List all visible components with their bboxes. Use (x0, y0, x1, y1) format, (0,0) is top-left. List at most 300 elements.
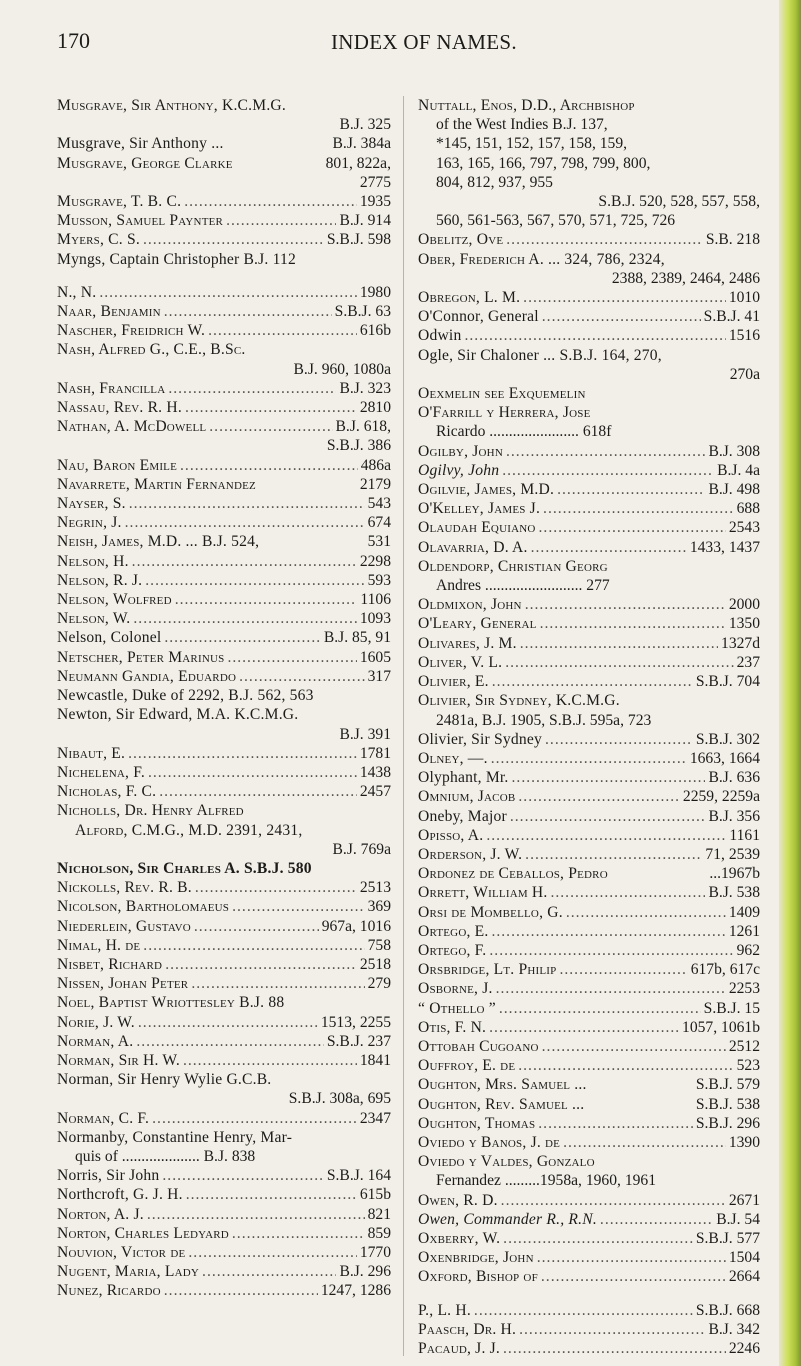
leader-dots (539, 518, 726, 537)
index-entry (418, 960, 760, 979)
leader-dots (518, 787, 680, 806)
entry-reference: 1980 (359, 283, 391, 301)
entry-name: Olyphant, Mr. (418, 769, 509, 787)
leader-dots (232, 1224, 365, 1243)
entry-name: Nicholson, Sir Charles A. S.B.J. 580 (57, 859, 312, 877)
index-entry (57, 283, 391, 302)
entry-name: Nassau, Rev. R. H. (57, 399, 182, 417)
leader-dots (474, 1301, 693, 1320)
column-divider (403, 96, 404, 1356)
entry-reference: B.J. 618, (335, 418, 391, 436)
entry-reference: 543 (367, 495, 391, 513)
entry-name: Nelson, H. (57, 552, 129, 570)
leader-dots (566, 903, 726, 922)
index-entry (57, 211, 391, 230)
entry-reference: 1513, 2255 (320, 1013, 391, 1031)
leader-dots (542, 1037, 726, 1056)
index-entry (418, 883, 760, 902)
entry-reference: 1093 (359, 610, 391, 628)
entry-reference: 2512 (728, 1037, 760, 1055)
entry-reference: 674 (367, 514, 391, 532)
entry-name: Orrett, William H. (418, 884, 548, 902)
entry-name: Musson, Samuel Paynter (57, 212, 224, 230)
entry-continuation: Andres ......................... 277 (436, 577, 610, 595)
entry-name: Otis, F. N. (418, 1018, 487, 1036)
entry-name: Nimal, H. de (57, 936, 141, 954)
index-entry (418, 922, 760, 941)
leader-dots (147, 1205, 365, 1224)
index-entry (418, 1075, 760, 1094)
index-entry (57, 1243, 391, 1262)
leader-dots (183, 1051, 357, 1070)
leader-dots (501, 1191, 726, 1210)
index-entry (57, 340, 391, 378)
entry-reference: 279 (367, 975, 391, 993)
entry-name: Nash, Francilla (57, 379, 166, 397)
leader-dots (145, 571, 364, 590)
leader-dots (537, 1248, 726, 1267)
entry-name: Norman, C. F. (57, 1109, 150, 1127)
entry-name: Nelson, W. (57, 610, 131, 628)
entry-continuation: B.J. 769a (332, 840, 391, 858)
index-entry (418, 518, 760, 537)
leader-dots (512, 768, 706, 787)
entry-name: Norman, A. (57, 1032, 134, 1050)
entry-name: Norman, Sir H. W. (57, 1051, 180, 1069)
index-entry (57, 1109, 391, 1128)
entry-reference: B.J. 356 (708, 807, 760, 825)
index-entry (418, 749, 760, 768)
entry-reference: S.B.J. 598 (326, 231, 391, 249)
index-entry (57, 321, 391, 340)
entry-name: Oexmelin see Exquemelin (418, 385, 586, 403)
entry-name: Nichelena, F. (57, 763, 145, 781)
entry-reference: 1106 (360, 591, 391, 609)
leader-dots (143, 936, 364, 955)
index-entry (57, 686, 391, 705)
entry-reference: 1935 (359, 193, 391, 211)
index-entry (57, 1166, 391, 1185)
entry-name: Northcroft, G. J. H. (57, 1186, 183, 1204)
index-entry (418, 730, 760, 749)
entry-reference: 523 (736, 1057, 760, 1075)
index-entry (57, 1128, 391, 1166)
index-entry (57, 1262, 391, 1281)
entry-name: Oliver, V. L. (418, 653, 503, 671)
entry-name: Neish, James, M.D. ... B.J. 524, (57, 533, 260, 551)
entry-name: Normanby, Constantine Henry, Mar- (57, 1128, 293, 1146)
entry-name: Nisbet, Richard (57, 955, 163, 973)
leader-dots (538, 1114, 693, 1133)
leader-dots (542, 307, 701, 326)
leader-dots (226, 211, 336, 230)
index-entry (57, 250, 391, 269)
index-entry (418, 1229, 760, 1248)
index-entry (57, 648, 391, 667)
entry-name: Nash, Alfred G., C.E., B.Sc. (57, 341, 246, 359)
leader-dots (543, 499, 734, 518)
leader-dots (133, 609, 356, 628)
index-entry (418, 1095, 760, 1114)
entry-continuation: B.J. 960, 1080a (293, 360, 391, 378)
entry-name: Oldmixon, John (418, 596, 522, 614)
entry-name: Nicolson, Bartholomaeus (57, 898, 230, 916)
index-entry (418, 230, 760, 249)
index-entry (57, 379, 391, 398)
leader-dots (502, 461, 714, 480)
index-entry (57, 763, 391, 782)
leader-dots (180, 456, 358, 475)
entry-reference: 2664 (728, 1268, 760, 1286)
leader-dots (195, 878, 357, 897)
entry-reference: 2253 (728, 980, 760, 998)
entry-reference: 1409 (728, 903, 760, 921)
leader-dots (143, 230, 324, 249)
entry-reference: 317 (367, 667, 391, 685)
entry-name: Nissen, Johan Peter (57, 975, 189, 993)
entry-name: Oviedo y Valdes, Gonzalo (418, 1153, 595, 1171)
entry-reference: 1010 (728, 289, 760, 307)
leader-dots (132, 552, 357, 571)
leader-dots (491, 922, 725, 941)
entry-name: Omnium, Jacob (418, 788, 516, 806)
entry-reference: B.J. 54 (716, 1210, 760, 1228)
index-entry (57, 878, 391, 897)
entry-reference: ...1967b (709, 865, 760, 883)
index-entry (57, 192, 391, 211)
entry-name: Olivier, Sir Sydney, K.C.M.G. (418, 692, 620, 710)
entry-name: Nickolls, Rev. R. B. (57, 879, 192, 897)
index-entry (57, 154, 391, 192)
index-entry (418, 1037, 760, 1056)
leader-dots (129, 494, 365, 513)
entry-name: Oxenbridge, John (418, 1249, 534, 1267)
index-entry (418, 903, 760, 922)
index-entry (418, 691, 760, 729)
entry-name: Oviedo y Banos, J. de (418, 1133, 561, 1151)
index-entry (418, 845, 760, 864)
entry-name: Osborne, J. (418, 980, 493, 998)
index-entry (418, 461, 760, 480)
entry-reference: 1390 (728, 1133, 760, 1151)
entry-continuation: 804, 812, 937, 955 (436, 173, 553, 191)
index-entry (57, 993, 391, 1012)
leader-dots (489, 1018, 679, 1037)
entry-name: Ortego, E. (418, 922, 489, 940)
index-entry (57, 955, 391, 974)
leader-dots (518, 1056, 733, 1075)
index-entry (57, 96, 391, 134)
index-entry (418, 864, 760, 883)
entry-reference: 1504 (728, 1249, 760, 1267)
index-entry (57, 398, 391, 417)
leader-dots (545, 730, 693, 749)
entry-reference: 2518 (359, 955, 391, 973)
entry-reference: S.B.J. 577 (695, 1229, 760, 1247)
leader-dots (520, 634, 718, 653)
index-entry (418, 1248, 760, 1267)
index-entry (418, 1114, 760, 1133)
entry-name: Oughton, Thomas (418, 1114, 536, 1132)
entry-reference: B.J. 308 (708, 442, 760, 460)
index-entry (57, 456, 391, 475)
entry-continuation: Ricardo ....................... 618f (436, 423, 612, 441)
leader-dots (185, 398, 357, 417)
entry-name: Musgrave, T. B. C. (57, 193, 182, 211)
leader-dots (559, 960, 687, 979)
entry-name: Musgrave, George Clarke (57, 154, 233, 172)
index-entry (418, 288, 760, 307)
entry-name: Oughton, Rev. Samuel ... (418, 1095, 585, 1113)
index-entry (418, 1267, 760, 1286)
entry-name: Negrin, J. (57, 514, 122, 532)
entry-reference: S.B.J. 579 (695, 1076, 760, 1094)
entry-reference: 758 (367, 936, 391, 954)
entry-name: O'Connor, General (418, 308, 539, 326)
leader-dots (499, 999, 701, 1018)
entry-reference: 1247, 1286 (320, 1282, 391, 1300)
entry-name: Newton, Sir Edward, M.A. K.C.M.G. (57, 706, 299, 724)
index-entry (418, 1152, 760, 1190)
entry-name: Nelson, R. J. (57, 571, 143, 589)
index-entry (418, 614, 760, 633)
entry-name: Nascher, Freidrich W. (57, 322, 206, 340)
index-entry (57, 417, 391, 455)
entry-reference: 2246 (728, 1340, 760, 1357)
entry-reference: 1327d (721, 634, 760, 652)
entry-name: O'Kelley, James J. (418, 500, 541, 518)
leader-dots (208, 321, 357, 340)
leader-dots (164, 302, 332, 321)
entry-name: Oneby, Major (418, 807, 507, 825)
index-entry (418, 403, 760, 441)
entry-name: Olavarria, D. A. (418, 538, 528, 556)
entry-name: Nau, Baron Emile (57, 456, 178, 474)
entry-reference: B.J. 323 (339, 379, 391, 397)
entry-reference: 615b (359, 1186, 391, 1204)
entry-reference: 2671 (728, 1191, 760, 1209)
page-number: 170 (57, 28, 90, 53)
index-entry (57, 1205, 391, 1224)
entry-reference: S.B.J. 296 (695, 1114, 760, 1132)
leader-dots (464, 326, 725, 345)
leader-dots (136, 1032, 324, 1051)
leader-dots (523, 288, 726, 307)
entry-name: Nuttall, Enos, D.D., Archbishop (418, 97, 635, 114)
entry-name: Ogilvie, James, M.D. (418, 481, 555, 499)
leader-dots (148, 763, 357, 782)
entry-reference: 967a, 1016 (321, 917, 391, 935)
entry-reference: 2543 (728, 519, 760, 537)
leader-dots (600, 1210, 713, 1229)
entry-reference: 1770 (359, 1243, 391, 1261)
entry-name: Pacaud, J. J. (418, 1340, 501, 1357)
index-entry (57, 552, 391, 571)
entry-continuation: 560, 561-563, 567, 570, 571, 725, 726 (436, 212, 676, 230)
entry-reference: 617b, 617c (690, 961, 760, 979)
right-column (418, 96, 760, 1358)
entry-continuation: 2775 (359, 173, 391, 191)
entry-name: Nicholas, F. C. (57, 783, 157, 801)
entry-reference: 71, 2539 (705, 845, 760, 863)
entry-continuation: S.B.J. 308a, 695 (288, 1090, 391, 1108)
entry-name: Obelitz, Ove (418, 231, 504, 249)
page-header (0, 28, 801, 68)
leader-dots (186, 1185, 357, 1204)
entry-reference: 688 (736, 500, 760, 518)
index-entry (57, 1281, 391, 1300)
leader-dots (503, 1229, 693, 1248)
entry-reference: 1781 (359, 744, 391, 762)
entry-reference: 616b (359, 322, 391, 340)
index-entry (57, 513, 391, 532)
entry-reference: 237 (736, 653, 760, 671)
entry-name: Olney, —. (418, 749, 488, 767)
entry-name: Oxberry, W. (418, 1229, 501, 1247)
letter-section-gap (418, 1287, 760, 1301)
entry-name: Noel, Baptist Wriottesley B.J. 88 (57, 994, 285, 1012)
entry-continuation: quis of .................... B.J. 838 (75, 1147, 256, 1165)
entry-reference: 801, 822a, (325, 154, 391, 172)
entry-name: Owen, R. D. (418, 1191, 498, 1209)
entry-name: “ Othello ” (418, 999, 496, 1017)
entry-name: Norris, Sir John (57, 1167, 160, 1185)
index-entry (418, 999, 760, 1018)
index-entry (57, 532, 391, 551)
entry-name: Naar, Benjamin (57, 303, 161, 321)
index-entry (418, 941, 760, 960)
entry-name: Norton, A. J. (57, 1205, 144, 1223)
entry-name: Oughton, Mrs. Samuel ... (418, 1076, 587, 1094)
entry-name: Nicholls, Dr. Henry Alfred (57, 802, 244, 820)
entry-reference: 369 (367, 898, 391, 916)
leader-dots (125, 513, 365, 532)
entry-reference: B.J. 538 (708, 884, 760, 902)
entry-reference: 1663, 1664 (689, 749, 760, 767)
index-entry (57, 801, 391, 859)
entry-reference: 1433, 1437 (689, 538, 760, 556)
index-entry (57, 1013, 391, 1032)
entry-name: Ouffroy, E. de (418, 1057, 516, 1075)
leader-dots (563, 1133, 726, 1152)
entry-name: Nelson, Colonel (57, 629, 162, 647)
entry-name: Opisso, A. (418, 826, 484, 844)
entry-name: Musgrave, Sir Anthony, K.C.M.G. (57, 97, 286, 114)
index-entry (418, 499, 760, 518)
entry-name: Nunez, Ricardo (57, 1282, 161, 1300)
index-entry (418, 979, 760, 998)
index-entry (418, 326, 760, 345)
index-entry (57, 897, 391, 916)
index-entry (57, 134, 391, 153)
entry-name: Olaudah Equiano (418, 519, 536, 537)
leader-dots (496, 979, 726, 998)
entry-continuation: of the West Indies B.J. 137, (436, 116, 608, 134)
leader-dots (194, 917, 319, 936)
leader-dots (175, 590, 358, 609)
index-entry (418, 307, 760, 326)
leader-dots (519, 1320, 705, 1339)
index-entry (418, 1018, 760, 1037)
leader-dots (159, 782, 357, 801)
index-entry (57, 1051, 391, 1070)
index-entry (57, 859, 391, 878)
entry-name: Oldendorp, Christian Georg (418, 557, 608, 575)
entry-reference: 2810 (359, 399, 391, 417)
entry-continuation: *145, 151, 152, 157, 158, 159, (436, 135, 628, 153)
leader-dots (99, 283, 356, 302)
entry-reference: 2347 (359, 1109, 391, 1127)
entry-name: Norie, J. W. (57, 1013, 135, 1031)
leader-dots (164, 1281, 318, 1300)
entry-name: Ordonez de Ceballos, Pedro (418, 865, 608, 883)
entry-name: Orsi de Mombello, G. (418, 903, 563, 921)
index-entry (57, 1185, 391, 1204)
entry-continuation: B.J. 325 (339, 116, 391, 134)
entry-continuation: Alford, C.M.G., M.D. 2391, 2431, (75, 821, 303, 839)
entry-reference: 531 (367, 533, 391, 551)
index-entry (57, 571, 391, 590)
entry-reference: S.B.J. 538 (695, 1095, 760, 1113)
index-entry (418, 1320, 760, 1339)
entry-continuation: S.B.J. 386 (326, 437, 391, 455)
entry-name: Nathan, A. McDowell (57, 418, 207, 436)
entry-name: Nibaut, E. (57, 744, 126, 762)
index-entry (418, 768, 760, 787)
leader-dots (491, 749, 687, 768)
index-entry (57, 609, 391, 628)
index-entry (57, 302, 391, 321)
index-entry (57, 667, 391, 686)
index-entry (57, 1070, 391, 1108)
entry-reference: B.J. 384a (332, 135, 391, 153)
leader-dots (184, 192, 357, 211)
left-column (57, 96, 391, 1301)
entry-name: Niederlein, Gustavo (57, 917, 191, 935)
entry-reference: B.J. 85, 91 (323, 629, 391, 647)
entry-reference: S.B.J. 704 (695, 673, 760, 691)
entry-name: O'Leary, General (418, 615, 537, 633)
entry-name: Obregon, L. M. (418, 289, 521, 307)
entry-name: Newcastle, Duke of 2292, B.J. 562, 563 (57, 687, 314, 705)
leader-dots (540, 614, 726, 633)
index-entry (57, 974, 391, 993)
letter-section-gap (57, 269, 391, 283)
entry-continuation: S.B.J. 520, 528, 557, 558, (598, 193, 760, 211)
index-entry (418, 250, 760, 288)
leader-dots (227, 648, 356, 667)
leader-dots (128, 744, 357, 763)
entry-reference: 2457 (359, 783, 391, 801)
index-entry (418, 480, 760, 499)
entry-name: Ottobah Cugoano (418, 1037, 539, 1055)
entry-reference: 2000 (728, 596, 760, 614)
index-entry (418, 1339, 760, 1358)
entry-name: N., N. (57, 283, 97, 301)
entry-name: O'Farrill y Herrera, Jose (418, 404, 591, 422)
index-entry (418, 807, 760, 826)
entry-reference: 1841 (359, 1051, 391, 1069)
entry-name: Odwin (418, 327, 462, 345)
entry-reference: 1438 (359, 763, 391, 781)
entry-name: Netscher, Peter Marinus (57, 648, 225, 666)
entry-name: Orsbridge, Lt. Philip (418, 961, 557, 979)
page-edge-highlight (779, 0, 801, 1366)
entry-name: Nelson, Wolfred (57, 591, 172, 609)
entry-name: Neumann Gandia, Eduardo (57, 667, 237, 685)
leader-dots (541, 1267, 726, 1286)
entry-reference: B.J. 636 (708, 769, 760, 787)
